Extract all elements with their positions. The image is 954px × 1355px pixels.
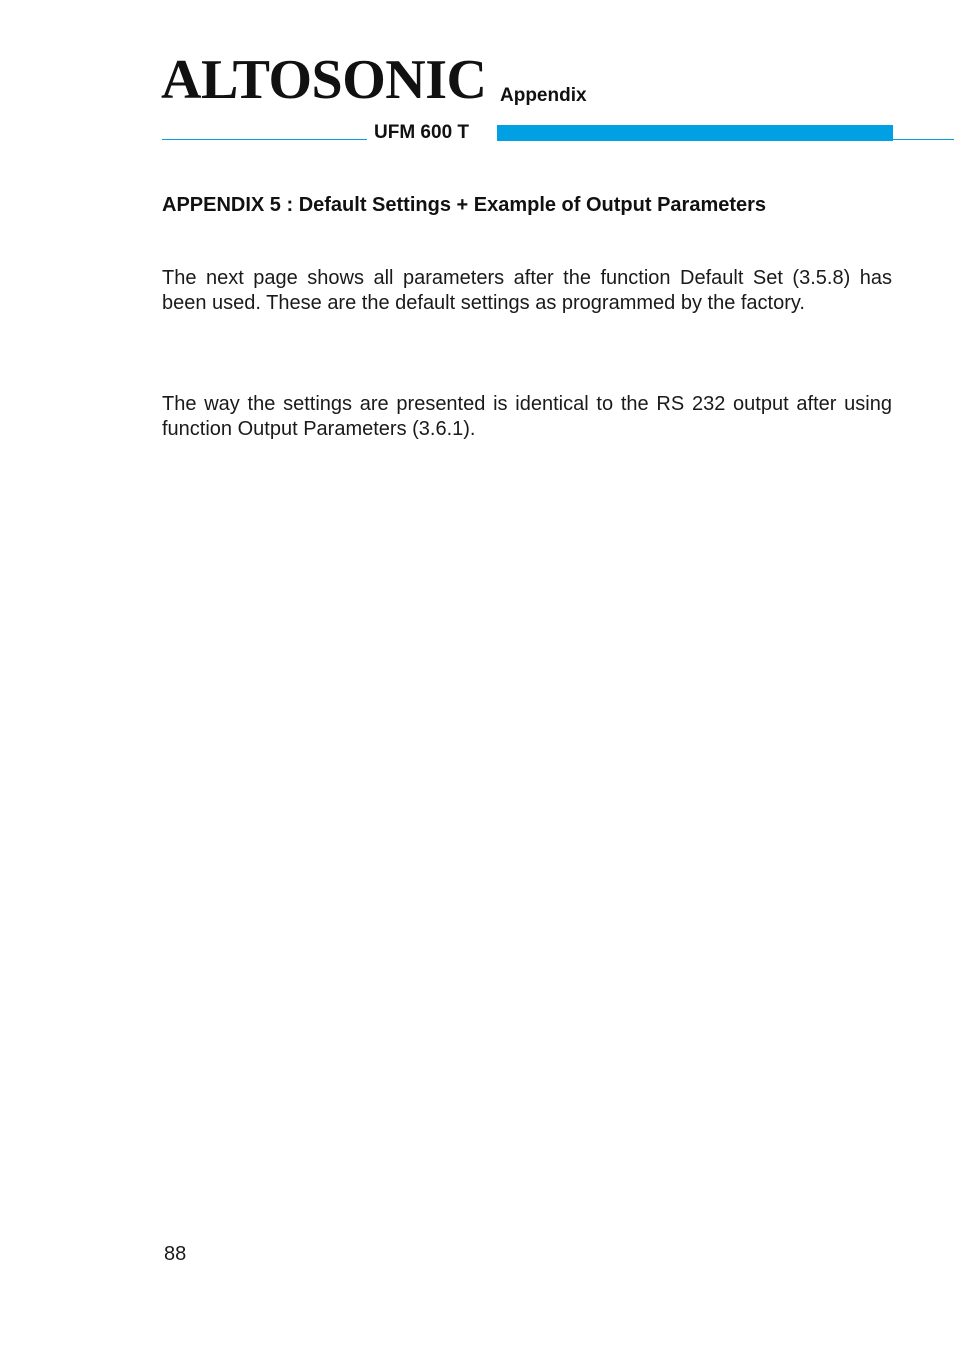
paragraph-output-format: The way the settings are presented is identical to the RS 232 output after using function Output Parameters (3.6.1).: [162, 393, 892, 440]
brand-logo: ALTOSONIC: [161, 49, 487, 111]
paragraph-default-settings: The next page shows all parameters after the function Default Set (3.5.8) has been used. These are the default settings as programmed by the factory.: [162, 267, 892, 314]
appendix-heading: APPENDIX 5 : Default Settings + Example of Output Parameters: [162, 194, 767, 216]
header-rule-right: [893, 139, 954, 140]
header-accent-bar: [497, 125, 893, 141]
header-rule-left: [162, 139, 367, 140]
section-title: Appendix: [500, 85, 587, 106]
page-number: 88: [164, 1243, 187, 1265]
model-label: UFM 600 T: [374, 122, 470, 143]
